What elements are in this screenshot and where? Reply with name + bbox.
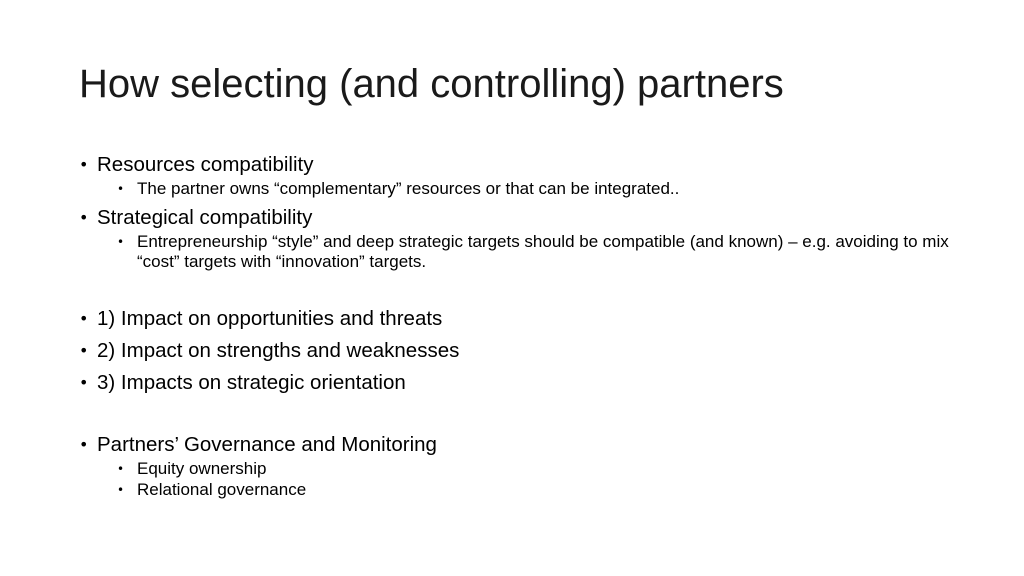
bullet-text: 3) Impacts on strategic orientation xyxy=(97,371,406,394)
bullet-icon: • xyxy=(117,235,125,249)
bullet-text: Partners’ Governance and Monitoring xyxy=(97,433,437,456)
bullet-icon: • xyxy=(79,208,89,227)
bullet-icon: • xyxy=(117,483,125,497)
bullet-text: Strategical compatibility xyxy=(97,206,313,229)
bullet-text: Resources compatibility xyxy=(97,153,314,176)
spacer xyxy=(79,272,959,300)
bullet-item xyxy=(79,152,959,178)
bullet-icon: • xyxy=(79,309,89,328)
sub-bullet-item xyxy=(79,232,959,272)
slide-title: How selecting (and controlling) partners xyxy=(79,62,784,106)
sub-bullet-item xyxy=(79,480,959,500)
bullet-item xyxy=(79,205,959,231)
bullet-text: 1) Impact on opportunities and threats xyxy=(97,307,443,330)
bullet-item xyxy=(79,432,959,458)
bullet-text: Relational governance xyxy=(137,480,307,499)
sub-bullet-item xyxy=(79,179,959,199)
bullet-icon: • xyxy=(79,373,89,392)
bullet-item xyxy=(79,306,959,332)
bullet-text: The partner owns “complementary” resources or that can be integrated.. xyxy=(137,179,680,198)
bullet-icon: • xyxy=(79,341,89,360)
bullet-icon: • xyxy=(79,435,89,454)
bullet-text: 2) Impact on strengths and weaknesses xyxy=(97,339,460,362)
bullet-item xyxy=(79,338,959,364)
bullet-icon: • xyxy=(117,182,125,196)
bullet-item xyxy=(79,370,959,396)
bullet-icon: • xyxy=(117,462,125,476)
bullet-text: Equity ownership xyxy=(137,459,267,478)
bullet-icon: • xyxy=(79,155,89,174)
sub-bullet-item xyxy=(79,459,959,479)
slide-body xyxy=(79,152,959,500)
spacer xyxy=(79,396,959,426)
bullet-text: Entrepreneurship “style” and deep strategic targets should be compatible (and known) – e.g. avoiding to mix “cost” targets with “innovation” targets. xyxy=(137,232,949,271)
